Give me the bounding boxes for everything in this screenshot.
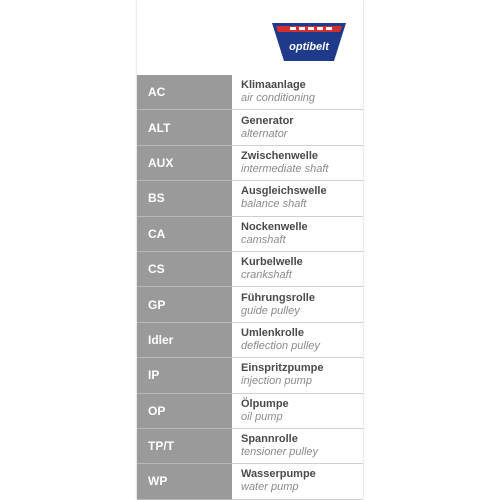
- legend-row: [137, 323, 363, 358]
- legend-description: [232, 429, 363, 464]
- legend-code: TP/T: [137, 429, 232, 464]
- german-label: Umlenkrolle: [241, 326, 304, 339]
- legend-description: [232, 252, 363, 287]
- legend-code: ALT: [137, 110, 232, 145]
- legend-code: WP: [137, 464, 232, 499]
- legend-code: CS: [137, 252, 232, 287]
- legend-description: [232, 323, 363, 358]
- legend-row: [137, 110, 363, 145]
- german-label: Einspritzpumpe: [241, 362, 324, 375]
- legend-description: [232, 181, 363, 216]
- legend-row: [137, 429, 363, 464]
- legend-description: [232, 358, 363, 393]
- legend-panel: [137, 0, 363, 500]
- english-label: alternator: [241, 127, 288, 140]
- legend-description: [232, 217, 363, 252]
- english-label: guide pulley: [241, 304, 300, 317]
- legend-row: [137, 252, 363, 287]
- english-label: balance shaft: [241, 198, 307, 211]
- german-label: Nockenwelle: [241, 220, 308, 233]
- legend-description: [232, 75, 363, 110]
- legend-description: [232, 110, 363, 145]
- legend-code: BS: [137, 181, 232, 216]
- legend-row: [137, 146, 363, 181]
- german-label: Ölpumpe: [241, 397, 289, 410]
- german-label: Klimaanlage: [241, 79, 306, 92]
- english-label: camshaft: [241, 233, 286, 246]
- english-label: deflection pulley: [241, 339, 320, 352]
- legend-code: CA: [137, 217, 232, 252]
- legend-row: [137, 287, 363, 322]
- english-label: tensioner pulley: [241, 446, 319, 459]
- legend-table: [137, 75, 363, 500]
- logo-text: optibelt: [289, 41, 329, 53]
- german-label: Führungsrolle: [241, 291, 315, 304]
- legend-row: [137, 75, 363, 110]
- legend-code: AC: [137, 75, 232, 110]
- legend-description: [232, 394, 363, 429]
- english-label: intermediate shaft: [241, 162, 329, 175]
- english-label: injection pump: [241, 375, 312, 388]
- legend-row: [137, 181, 363, 216]
- legend-description: [232, 146, 363, 181]
- legend-description: [232, 464, 363, 499]
- legend-row: [137, 358, 363, 393]
- optibelt-logo: [268, 19, 350, 65]
- german-label: Kurbelwelle: [241, 256, 303, 269]
- german-label: Ausgleichswelle: [241, 185, 327, 198]
- german-label: Wasserpumpe: [241, 468, 316, 481]
- german-label: Spannrolle: [241, 433, 298, 446]
- legend-row: [137, 464, 363, 499]
- english-label: oil pump: [241, 410, 283, 423]
- legend-code: AUX: [137, 146, 232, 181]
- german-label: Generator: [241, 114, 294, 127]
- legend-code: OP: [137, 394, 232, 429]
- legend-row: [137, 217, 363, 252]
- german-label: Zwischenwelle: [241, 149, 319, 162]
- legend-code: GP: [137, 287, 232, 322]
- legend-row: [137, 394, 363, 429]
- english-label: water pump: [241, 481, 299, 494]
- english-label: crankshaft: [241, 269, 292, 282]
- legend-code: Idler: [137, 323, 232, 358]
- legend-description: [232, 287, 363, 322]
- english-label: air conditioning: [241, 92, 315, 105]
- legend-code: IP: [137, 358, 232, 393]
